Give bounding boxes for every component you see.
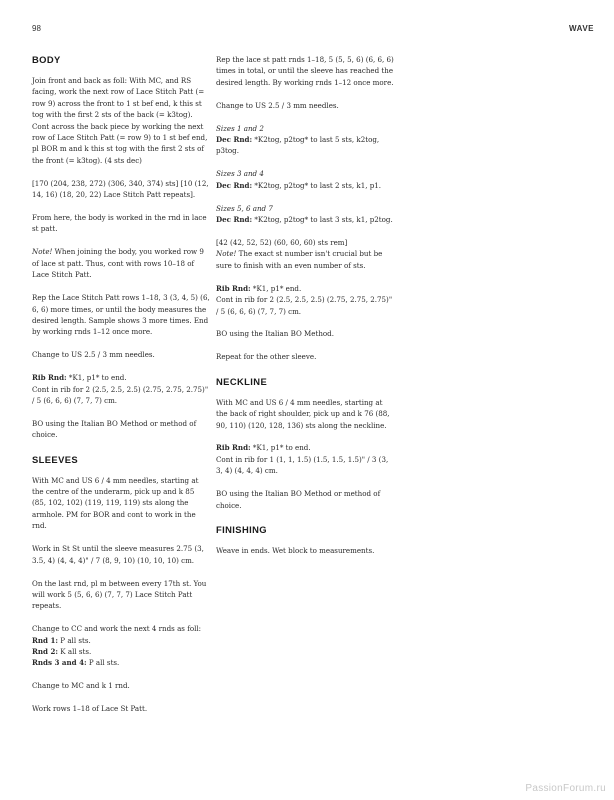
sleeves-repeat: Rep the lace st patt rnds 1–18, 5 (5, 5, 6) (6, 6, 6) times in total, or until the sleeve has reached the desired length. By working rnds 1–12 once more. xyxy=(216,55,394,87)
sizes-1-2-label: Sizes 1 and 2 xyxy=(216,123,264,133)
sleeves-heading: SLEEVES xyxy=(32,453,79,465)
rib-continue: Cont in rib for 2 (2.5, 2.5, 2.5) (2.75, 2.75, 2.75)" / 5 (6, 6, 6) (7, 7, 7) cm. xyxy=(216,295,393,316)
page-number: 98 xyxy=(32,24,41,33)
rib-continue: Cont in rib for 1 (1, 1, 1.5) (1.5, 1.5, 1.5)" / 3 (3, 3, 4) (4, 4, 4) cm. xyxy=(216,454,389,476)
dec-rnd-text: *K2tog, p2tog* to last 2 sts, k1, p1. xyxy=(252,180,382,190)
rib-label: Rib Rnd: xyxy=(216,443,251,453)
rnd-3-4 xyxy=(32,657,210,668)
rnd-1-label: Rnd 1: xyxy=(32,635,59,645)
body-note xyxy=(32,246,210,280)
sleeves-change-mc: Change to MC and k 1 rnd. xyxy=(32,681,130,691)
rib-continue: Cont in rib for 2 (2.5, 2.5, 2.5) (2.75, 2.75, 2.75)" / 5 (6, 6, 6) (7, 7, 7) cm. xyxy=(32,384,209,405)
rib-label: Rib Rnd: xyxy=(216,283,251,293)
rnd-3-4-label: Rnds 3 and 4: xyxy=(32,658,87,668)
rnd-1-text: P all sts. xyxy=(58,635,91,645)
sizes-5-7-label: Sizes 5, 6 and 7 xyxy=(216,203,273,213)
sizes-5-7-block xyxy=(216,203,394,226)
body-rib-instructions xyxy=(32,372,210,406)
rnd-2-text: K all sts. xyxy=(58,647,92,657)
neckline-pickup: With MC and US 6 / 4 mm needles, starting at the back of right shoulder, pick up and k 76 (88, 90, 110) (120, 128, 136) sts along the neckline. xyxy=(216,397,390,430)
right-column xyxy=(216,54,394,568)
body-repeat-paragraph: Rep the Lace Stitch Patt rows 1–18, 3 (3, 4, 5) (6, 6, 6) more times, or until the body measures the desired length. Sample shows 3 more times. End by working rnds 1–12 once more. xyxy=(32,293,210,337)
body-bind-off: BO using the Italian BO Method or method of choice. xyxy=(32,418,197,440)
rnd-2-label: Rnd 2: xyxy=(32,647,59,657)
stitch-count: [42 (42, 52, 52) (60, 60, 60) sts rem] xyxy=(216,237,348,247)
rnd-3-4-text: P all sts. xyxy=(86,658,120,668)
neckline-bind-off: BO using the Italian BO Method or method of choice. xyxy=(216,489,381,510)
sleeves-stockinette: Work in St St until the sleeve measures 2.75 (3, 3.5, 4) (4, 4, 4)" / 7 (8, 9, 10) (10, 10, 10) cm. xyxy=(32,544,204,565)
dec-rnd-text: *K2tog, p2tog* to last 5 sts, k2tog, p3tog. xyxy=(216,135,380,156)
sleeves-lace-rows: Work rows 1–18 of Lace St Patt. xyxy=(32,704,148,714)
note-label: Note! xyxy=(32,247,53,257)
body-heading: BODY xyxy=(32,54,61,65)
rib-label: Rib Rnd: xyxy=(32,373,67,383)
body-stitch-count: [170 (204, 238, 272) (306, 340, 374) sts] [10 (12, 14, 16) (18, 20, 22) Lace Stitch Patt repeats]. xyxy=(32,178,209,200)
left-column xyxy=(32,54,210,726)
sizes-3-4-block xyxy=(216,168,394,191)
note-text: The exact st number isn't crucial but be sure to finish with an even number of sts. xyxy=(216,249,383,270)
neckline-rib-instructions xyxy=(216,442,394,476)
body-round-paragraph: From here, the body is worked in the rnd in lace st patt. xyxy=(32,213,207,234)
sizes-1-2-block xyxy=(216,123,394,157)
sleeve-bind-off: BO using the Italian BO Method. xyxy=(216,329,334,339)
sleeve-count-note xyxy=(216,237,394,271)
finishing-heading: FINISHING xyxy=(216,523,267,535)
sleeves-needle-change: Change to US 2.5 / 3 mm needles. xyxy=(216,100,339,110)
finishing-text: Weave in ends. Wet block to measurements. xyxy=(216,545,375,555)
sleeve-repeat-other: Repeat for the other sleeve. xyxy=(216,352,317,362)
sleeve-rib-instructions xyxy=(216,283,394,317)
dec-rnd-label: Dec Rnd: xyxy=(216,215,253,225)
dec-rnd-label: Dec Rnd: xyxy=(216,180,253,190)
body-join-paragraph: Join front and back as foll: With MC, and RS facing, work the next row of Lace Stitch Patt (= row 9) across the front to 1 st bef end, k this st tog with the first 2 sts of the back (= k3tog). Cont across the back piece by working the next row of Lace Stitch Patt (= row 9) to 1 st bef end, pl BOR m and k this st tog with the first 2 sts of the front (= k3tog). (4 sts dec) xyxy=(32,76,208,165)
dec-rnd-text: *K2tog, p2tog* to last 3 sts, k1, p2tog. xyxy=(252,215,393,225)
watermark: PassionForum.ru xyxy=(525,783,606,794)
sleeves-cc-rounds xyxy=(32,623,210,669)
neckline-heading: NECKLINE xyxy=(216,375,268,387)
sleeves-pickup: With MC and US 6 / 4 mm needles, starting at the centre of the underarm, pick up and k 85 (85, 102, 102) (119, 119, 119) sts along the armhole. PM for BOR and cont to work in the rnd. xyxy=(32,475,199,531)
note-text: When joining the body, you worked row 9 of lace st patt. Thus, cont with rows 10–18 of Lace Stitch Patt. xyxy=(32,247,204,280)
sleeves-marker: On the last rnd, pl m between every 17th st. You will work 5 (5, 6, 6) (7, 7, 7) Lace Stitch Patt repeats. xyxy=(32,578,207,611)
running-title: WAVE xyxy=(569,24,594,33)
rib-text: *K1, p1* end. xyxy=(250,283,302,293)
rnd-1 xyxy=(32,635,210,646)
dec-rnd-label: Dec Rnd: xyxy=(216,135,253,145)
body-needle-change: Change to US 2.5 / 3 mm needles. xyxy=(32,350,155,360)
rib-text: *K1, p1* to end. xyxy=(66,373,127,383)
rnd-2 xyxy=(32,646,210,657)
sizes-3-4-label: Sizes 3 and 4 xyxy=(216,169,264,179)
note-label: Note! xyxy=(216,249,237,259)
cc-intro: Change to CC and work the next 4 rnds as foll: xyxy=(32,624,202,634)
rib-text: *K1, p1* to end. xyxy=(250,443,311,453)
